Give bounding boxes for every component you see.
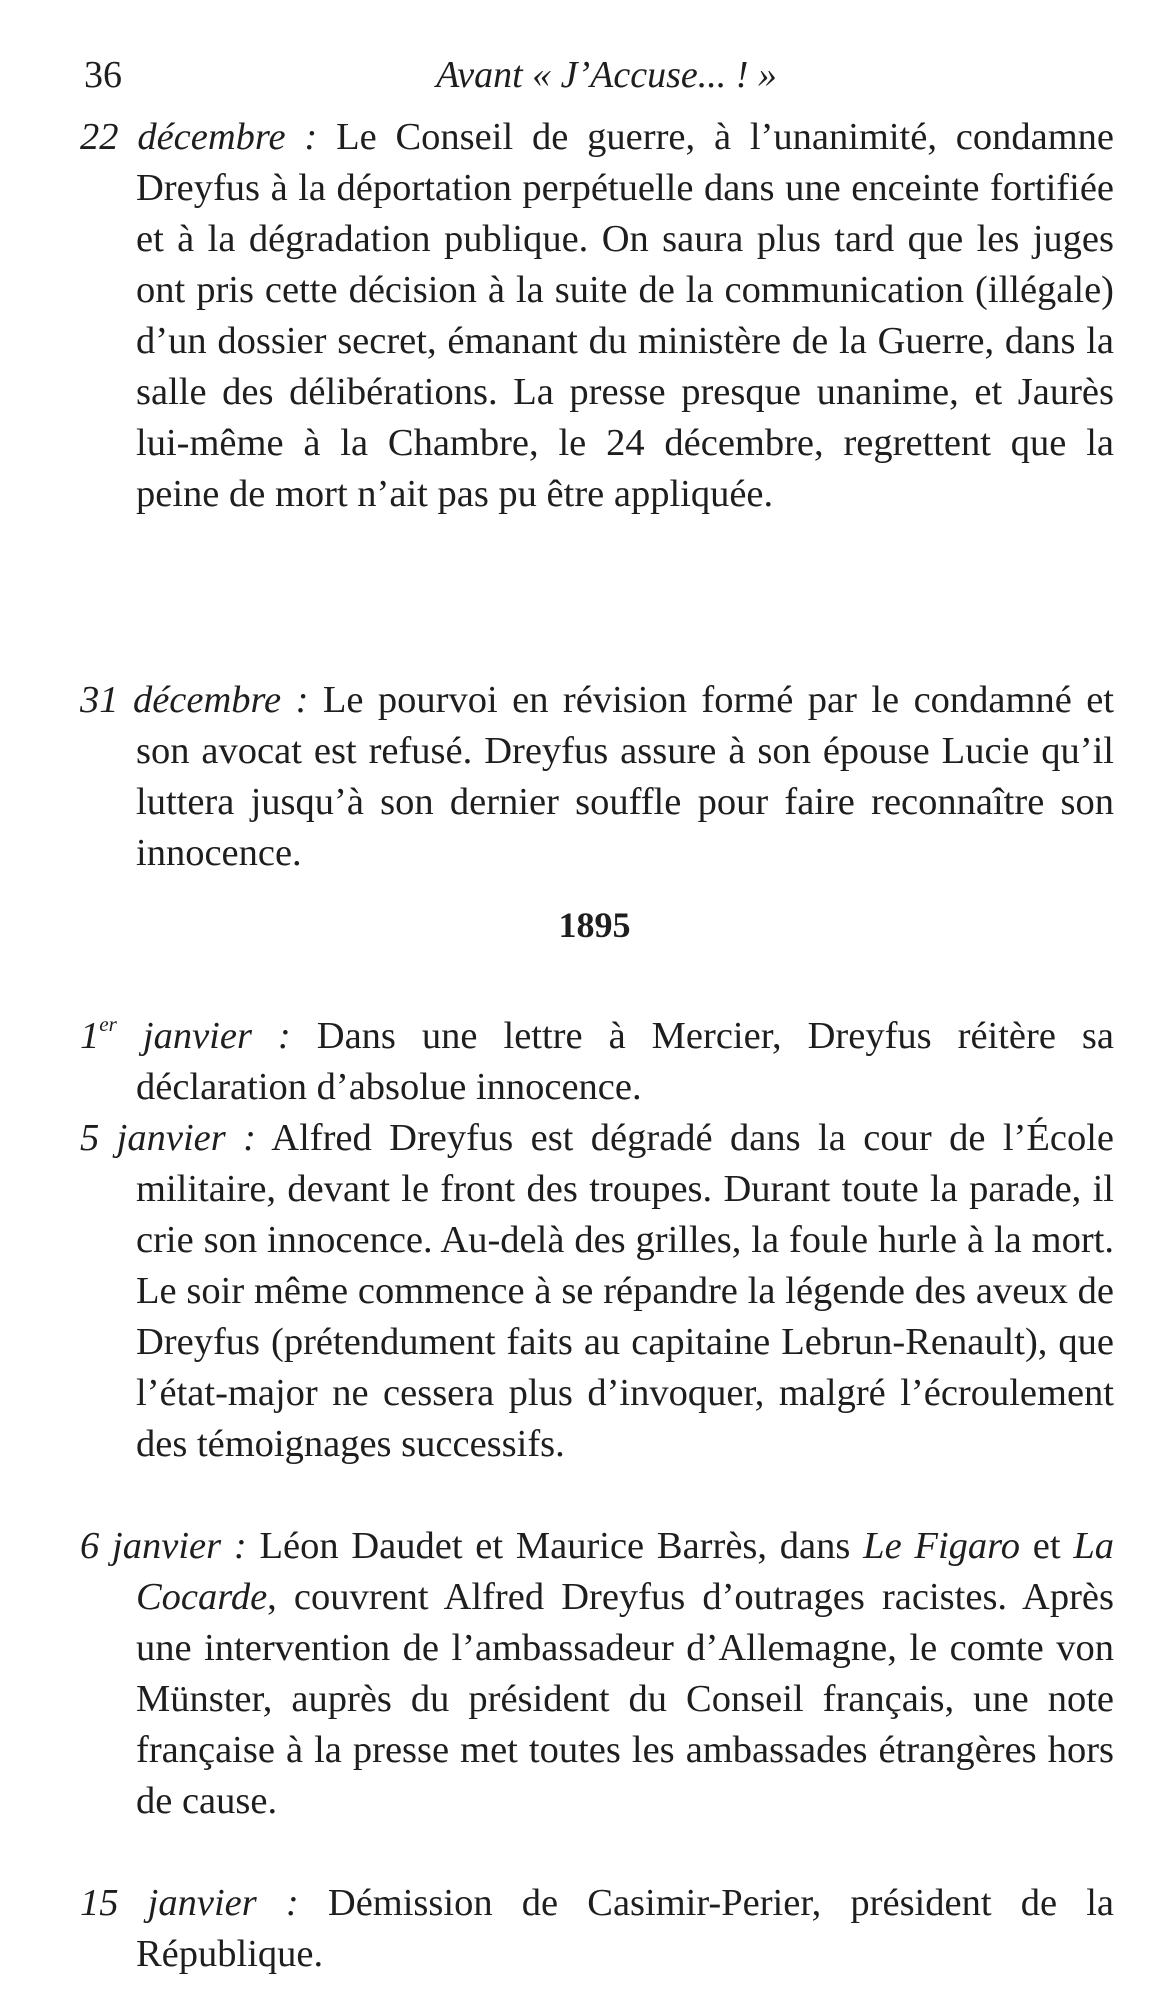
- chronology-entry-31-december: [80, 675, 1114, 879]
- entry-date: 6 janvier :: [80, 1525, 247, 1567]
- entry-text: Alfred Dreyfus est dégradé dans la cour de l’École militaire, devant le front des troupes. Durant toute la parade, il crie son innocence. Au-delà des grilles, la foule hurle à la mort. Le soir même commence à se répandre la légende des aveux de Dreyfus (prétendument faits au capitaine Lebrun-Renault), que l’état-major ne cessera plus d’invoquer, malgré l’écroulement des témoignages successifs.: [136, 1117, 1114, 1465]
- entry-text-part-1: Léon Daudet et Maurice Barrès, dans: [259, 1525, 851, 1567]
- page-number: 36: [84, 54, 122, 96]
- chronology-entry-15-january: [80, 1878, 1114, 1980]
- page-header: [84, 50, 1089, 100]
- entry-date: 5 janvier :: [80, 1117, 256, 1159]
- entry-text: Le Conseil de guerre, à l’unanimité, condamne Dreyfus à la déportation perpétuelle dans une enceinte fortifiée et à la dégradation publique. On saura plus tard que les juges ont pris cette décision à la suite de la communication (illégale) d’un dossier secret, émanant du ministère de la Guerre, dans la salle des délibérations. La presse presque unanime, et Jaurès lui-même à la Chambre, le 24 décembre, regrettent que la peine de mort n’ait pas pu être appliquée.: [136, 116, 1115, 515]
- publication-title-la-cocarde: La Cocarde: [136, 1525, 1114, 1618]
- chronology-entry-1-january: [80, 1011, 1114, 1113]
- chronology-entry-22-december: [80, 112, 1114, 520]
- entry-date: 31 décembre :: [80, 679, 309, 721]
- entry-text: Dans une lettre à Mercier, Dreyfus réitère sa déclaration d’absolue innocence.: [136, 1015, 1115, 1108]
- entry-date: 1er janvier :: [80, 1012, 291, 1057]
- entry-text-part-2: et: [1032, 1525, 1061, 1567]
- running-title: Avant « J’Accuse... ! »: [436, 54, 777, 96]
- entry-text: Le pourvoi en révision formé par le condamné et son avocat est refusé. Dreyfus assure à son épouse Lucie qu’il luttera jusqu’à son dernier souffle pour faire reconnaître son innocence.: [136, 679, 1115, 874]
- year-heading: 1895: [558, 905, 631, 945]
- chronology-entry-6-january: [80, 1521, 1114, 1827]
- entry-text-part-3: , couvrent Alfred Dreyfus d’outrages racistes. Après une intervention de l’ambassadeur d’Allemagne, le comte von Münster, auprès du président du Conseil français, une note française à la presse met toutes les ambassades étrangères hors de cause.: [136, 1576, 1114, 1822]
- entry-text: Démission de Casimir-Perier, président de la République.: [136, 1882, 1114, 1975]
- publication-title-le-figaro: Le Figaro: [863, 1525, 1020, 1567]
- entry-date: 15 janvier :: [80, 1882, 299, 1924]
- chronology-entry-5-january: [80, 1113, 1114, 1470]
- entry-date: 22 décembre :: [80, 116, 318, 158]
